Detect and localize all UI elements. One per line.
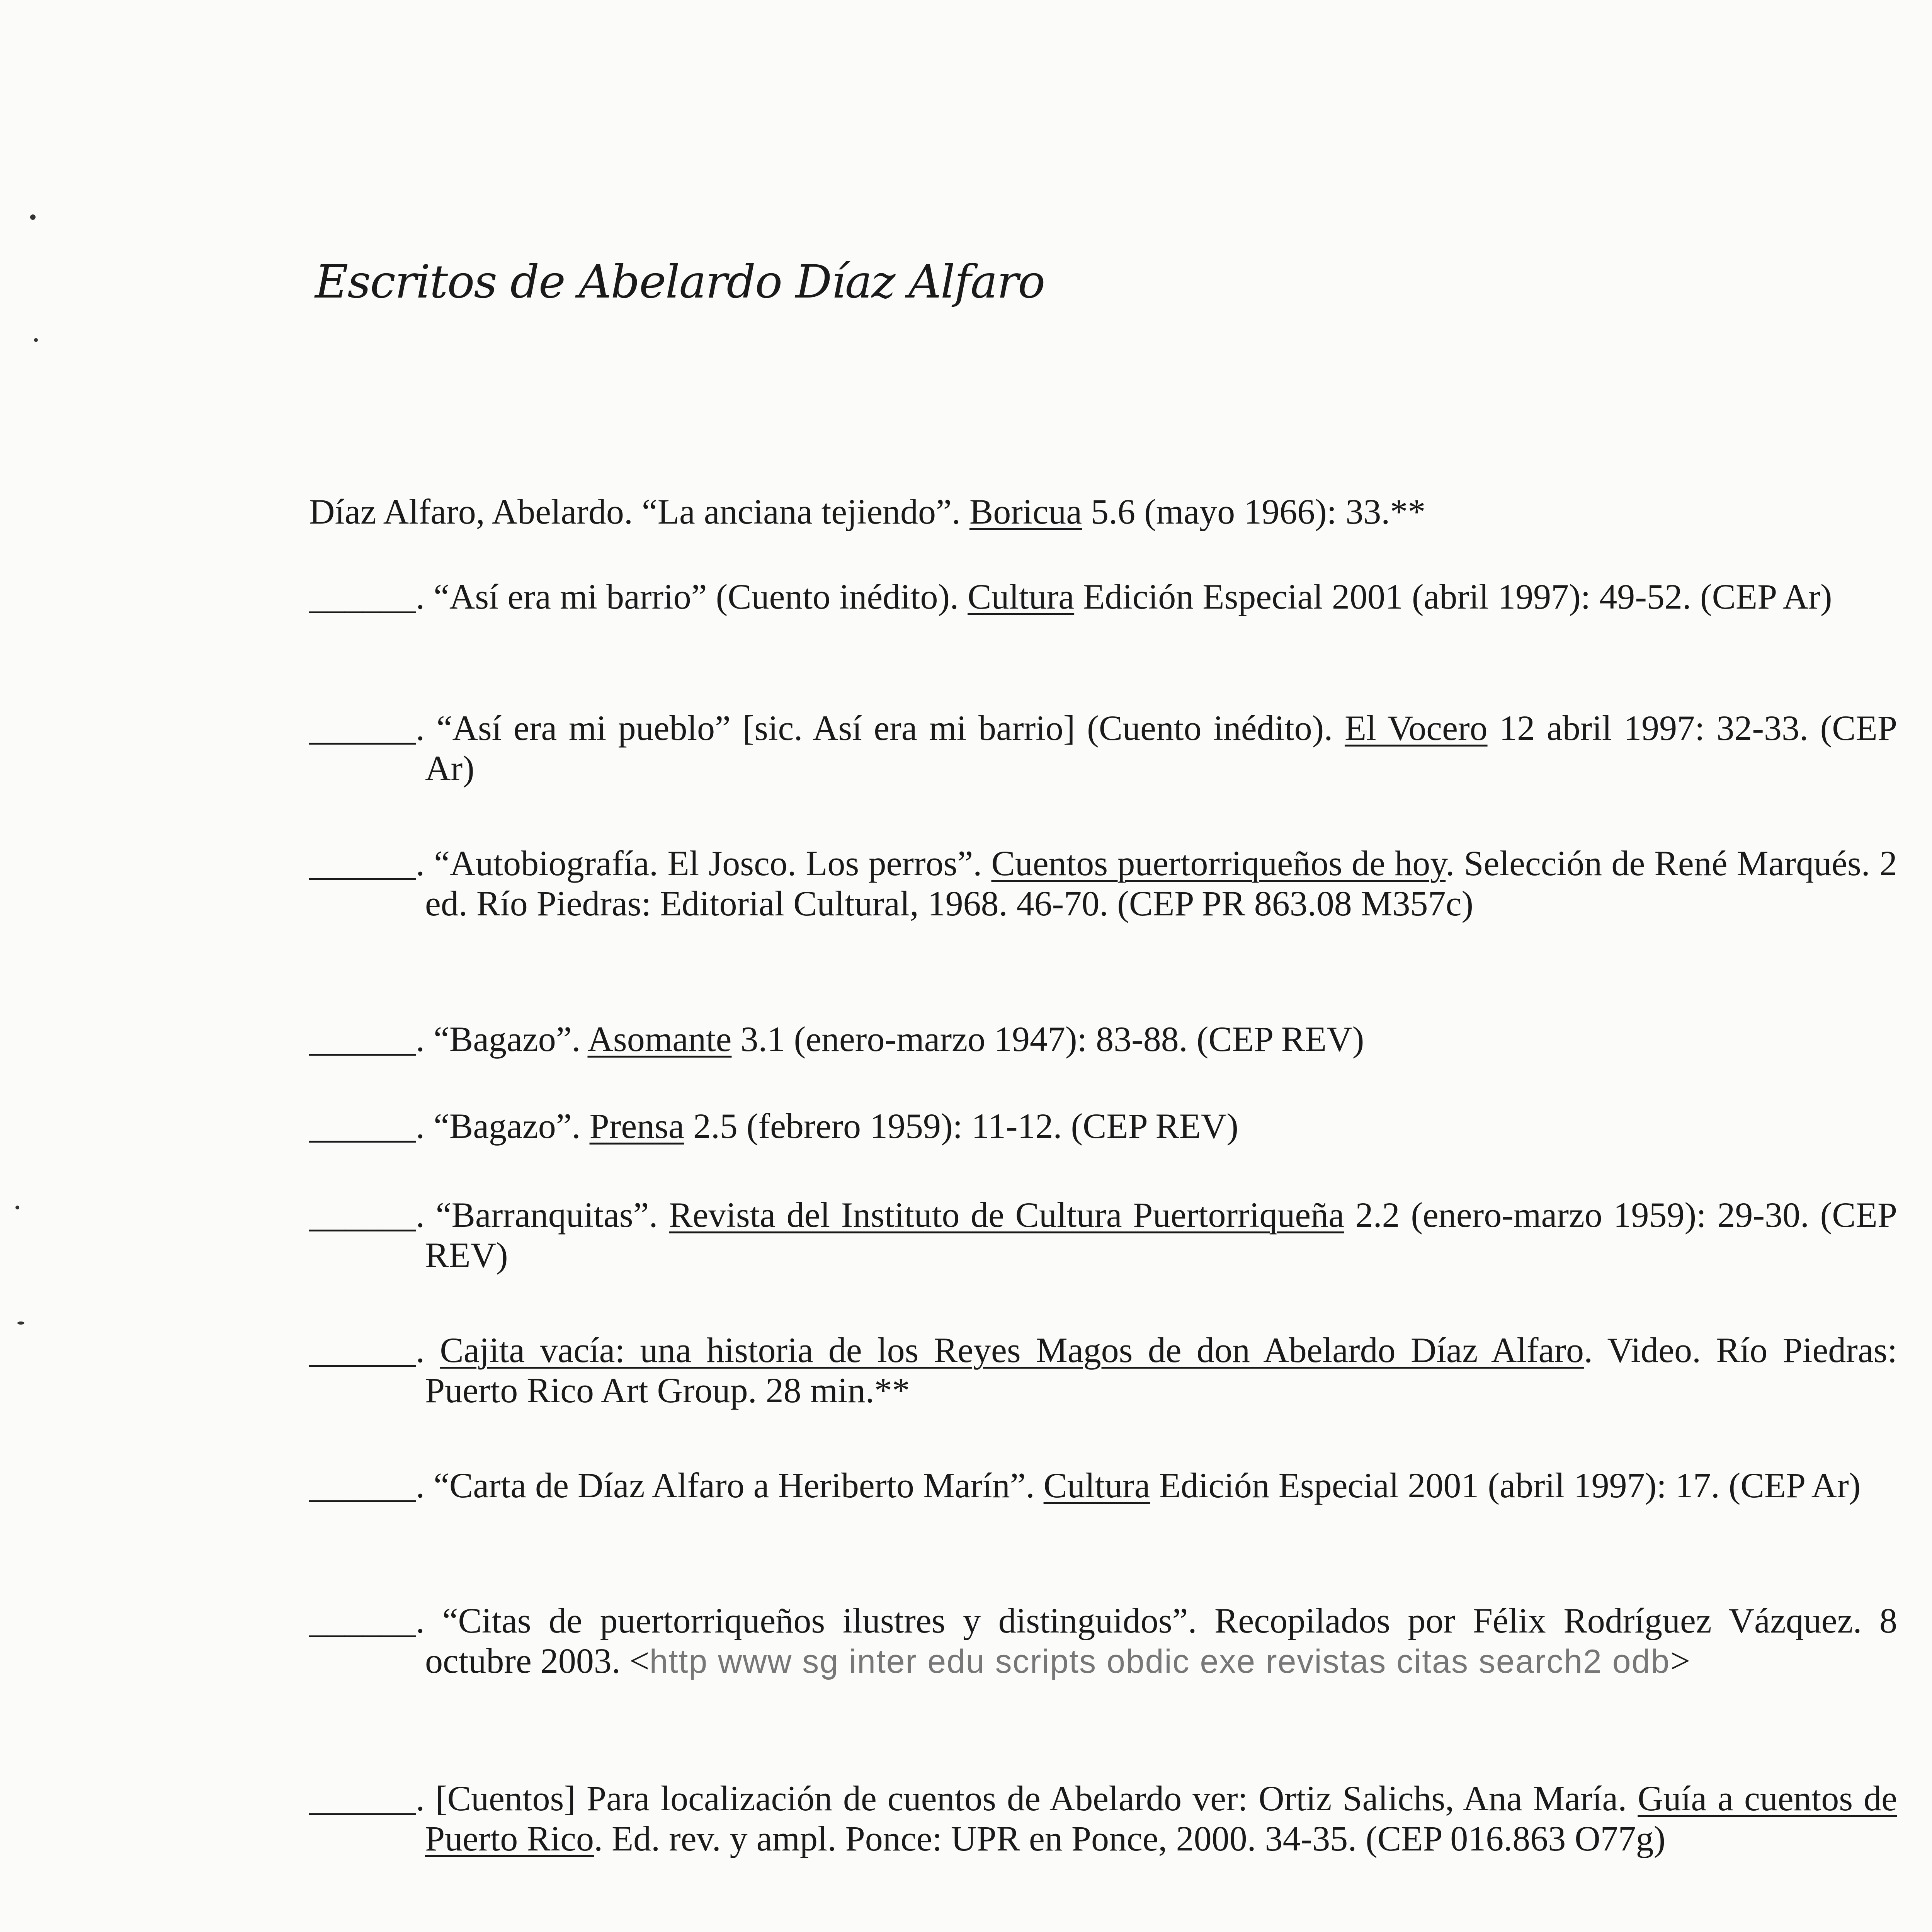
entry-text: 12 abril 1997: 32-33. (CEP Ar) [425, 708, 1898, 788]
bibliography-entry [309, 1330, 1897, 1410]
entry-text: > [1670, 1641, 1690, 1680]
entry-text: ______. “Autobiografía. El Josco. Los perros”. [309, 844, 992, 883]
entry-text: ______. “Carta de Díaz Alfaro a Heriberto Marín”. [309, 1466, 1044, 1505]
scan-speck [15, 1206, 19, 1209]
entry-title-underlined: Prensa [589, 1106, 684, 1146]
entry-text: ______. “Así era mi barrio” (Cuento inédito). [309, 577, 968, 616]
entry-text: Edición Especial 2001 (abril 1997): 17. (CEP Ar) [1150, 1466, 1861, 1505]
entry-text: Díaz Alfaro, Abelardo. “La anciana tejiendo”. [309, 492, 969, 531]
entry-text: 2.5 (febrero 1959): 11-12. (CEP REV) [684, 1106, 1239, 1146]
bibliography-entry [309, 577, 1897, 617]
bibliography-entry [309, 1600, 1897, 1682]
entry-text: 2.2 (enero-marzo 1959): 29-30. (CEP REV) [425, 1195, 1898, 1275]
entry-text: . Selección de René Marqués. 2 ed. Río Piedras: Editorial Cultural, 1968. 46-70. (CEP PR 863.08 M357c) [425, 844, 1897, 923]
entry-title-underlined: El Vocero [1344, 708, 1488, 748]
entry-text: . Ed. rev. y ampl. Ponce: UPR en Ponce, 2000. 34-35. (CEP 016.863 O77g) [594, 1819, 1666, 1858]
entry-title-underlined: Guía a cuentos de Puerto Rico [425, 1779, 1897, 1858]
entry-title-underlined: Asomante [587, 1019, 732, 1059]
bibliography-entry [309, 1778, 1897, 1859]
bibliography-entry [309, 1465, 1897, 1505]
entry-text: ______. [Cuentos] Para localización de cuentos de Abelardo ver: Ortiz Salichs, Ana María. [309, 1779, 1638, 1818]
document-title: Escritos de Abelardo Díaz Alfaro [315, 255, 1045, 308]
scan-speck [30, 214, 36, 220]
bibliography-entry [309, 1195, 1897, 1275]
bibliography-entry [309, 492, 1781, 532]
entry-title-underlined: Cultura [1043, 1466, 1150, 1505]
bibliography-entry [309, 843, 1897, 923]
entry-title-underlined: Cultura [968, 577, 1075, 616]
scan-speck [34, 338, 38, 342]
entry-url: http www sg inter edu scripts obdic exe revistas citas search2 odb [649, 1643, 1670, 1680]
entry-title-underlined: Cajita vacía: una historia de los Reyes Magos de don Abelardo Díaz Alfaro [440, 1330, 1584, 1370]
entry-text: . Video. Río Piedras: Puerto Rico Art Group. 28 min.** [425, 1330, 1898, 1410]
entry-text: ______. “Barranquitas”. [309, 1195, 669, 1235]
bibliography-entry [309, 708, 1897, 788]
entry-text: 3.1 (enero-marzo 1947): 83-88. (CEP REV) [731, 1019, 1364, 1059]
entry-title-underlined: Cuentos puertorriqueños de hoy [991, 844, 1446, 883]
bibliography-entry [309, 1106, 1897, 1146]
entry-text: ______. “Bagazo”. [309, 1019, 588, 1059]
entry-text: Edición Especial 2001 (abril 1997): 49-52. (CEP Ar) [1074, 577, 1832, 616]
entry-text: ______. “Así era mi pueblo” [sic. Así era mi barrio] (Cuento inédito). [309, 708, 1345, 748]
bibliography-entry [309, 1019, 1897, 1059]
entry-text: ______. “Bagazo”. [309, 1106, 590, 1146]
entry-text: ______. [309, 1330, 440, 1370]
scan-speck [17, 1321, 24, 1325]
entry-text: ______. “Citas de puertorriqueños ilustres y distinguidos”. Recopilados por Félix Rodríguez Vázquez. 8 octubre 2003. < [309, 1601, 1897, 1680]
entry-title-underlined: Boricua [969, 492, 1082, 531]
entry-text: 5.6 (mayo 1966): 33.** [1082, 492, 1426, 531]
entry-title-underlined: Revista del Instituto de Cultura Puertorriqueña [669, 1195, 1344, 1235]
